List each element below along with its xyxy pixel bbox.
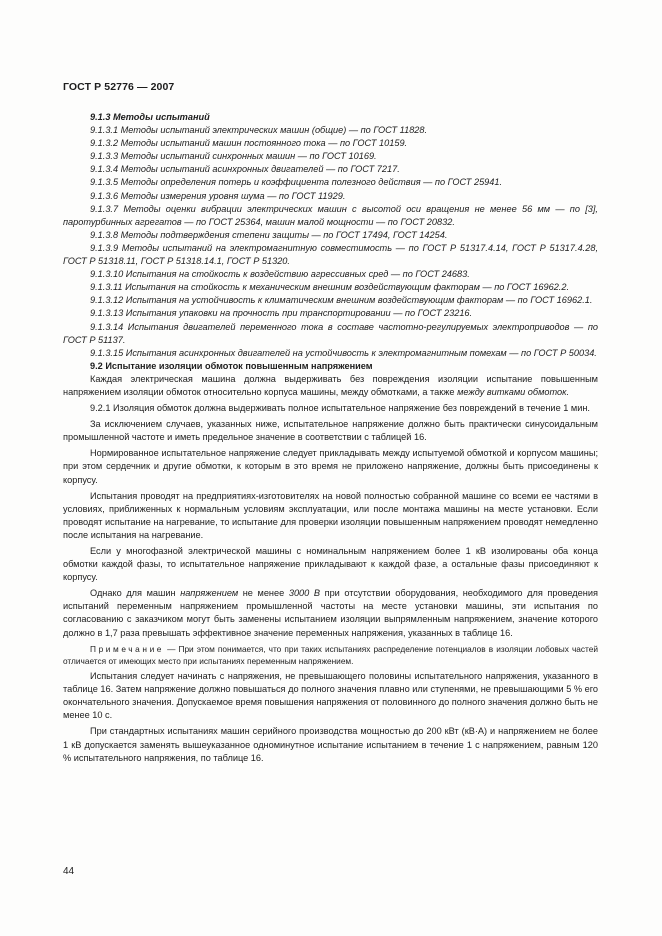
- list-item: 9.1.3.3 Методы испытаний синхронных машин — по ГОСТ 10169.: [90, 151, 377, 162]
- list-item: 9.1.3.14 Испытания двигателей переменного тока в составе частотно-регулируемых электроприводов — по ГОСТ Р 51137.: [63, 321, 598, 345]
- note-label: Примечание: [90, 643, 165, 654]
- page-number: 44: [63, 866, 75, 877]
- list-item: 9.1.3.9 Методы испытаний на электромагнитную совместимость — по ГОСТ Р 51317.4.14, ГОСТ Р 51317.4.28, ГОСТ Р 51318.11, ГОСТ Р 51318.14.1, ГОСТ Р 51320.: [63, 242, 598, 267]
- paragraph: Если у многофазной электрической машины с номинальным напряжением более 1 кВ изолированы оба конца обмотки каждой фазы, то испытательное напряжение прикладывают к каждой фазе, а остальные фазы присоединяют к корпусу.: [63, 546, 598, 583]
- list-item: 9.1.3.1 Методы испытаний электрических машин (общие) — по ГОСТ 11828.: [90, 125, 428, 136]
- note: [63, 643, 598, 667]
- paragraph: При стандартных испытаниях машин серийного производства мощностью до 200 кВт (кВ·А) и напряжением не более 1 кВ допускается заменять вышеуказанное одноминутное испытание испытанием в течение 1 с напряжением, равным 120 % испытательного напряжения, по таблице 16.: [63, 726, 598, 763]
- list-item: 9.1.3.6 Методы измерения уровня шума — по ГОСТ 11929.: [90, 190, 346, 201]
- section-title-insulation-test: 9.2 Испытание изоляции обмоток повышенным напряжением: [90, 360, 373, 371]
- paragraph: Нормированное испытательное напряжение следует прикладывать между испытуемой обмоткой и корпусом машины; при этом сердечник и другие обмотки, к которым в это время не приложено напряжение, должны быть присоединены к корпусу.: [63, 448, 598, 485]
- list-item: 9.1.3.4 Методы испытаний асинхронных двигателей — по ГОСТ 7217.: [90, 164, 400, 175]
- list-item: 9.1.3.13 Испытания упаковки на прочность при транспортировании — по ГОСТ 23216.: [90, 308, 473, 319]
- list-item: 9.1.3.15 Испытания асинхронных двигателей на устойчивость к электромагнитным помехам — по ГОСТ Р 50034.: [90, 347, 597, 358]
- list-item: 9.1.3.11 Испытания на стойкость к механическим внешним воздействующим факторам — по ГОСТ 16962.2.: [90, 282, 570, 293]
- list-item: 9.1.3.10 Испытания на стойкость к воздействию агрессивных сред — по ГОСТ 24683.: [90, 269, 470, 280]
- paragraph: Испытания проводят на предприятиях-изготовителях на новой полностью собранной машине со всеми ее частями в условиях, приближенных к нормальным условиям эксплуатации, или после монтажа машины на месте установки. Если проводят испытание на нагревание, то испытание для проверки изоляции повышенным напряжением проводят немедленно после испытания на нагревание.: [63, 490, 598, 540]
- document-body: [63, 111, 598, 765]
- list-item: 9.1.3.2 Методы испытаний машин постоянного тока — по ГОСТ 10159.: [90, 138, 408, 149]
- paragraph: За исключением случаев, указанных ниже, испытательное напряжение должно быть практически синусоидальным промышленной частоте и иметь предельное значение в соответствии с таблицей 16.: [63, 419, 598, 443]
- paragraph-emphasis: между витками обмоток.: [457, 386, 570, 397]
- list-item: 9.1.3.12 Испытания на устойчивость к климатическим внешним воздействующим факторам — по ГОСТ 16962.1.: [90, 295, 593, 306]
- paragraph: Однако для машин напряжением не менее 3000 В при отсутствии оборудования, необходимого для проведения испытаний переменным напряжением промышленной частоты на месте установки машины, эти испытания по согласованию с заказчиком могут быть заменены испытанием изоляции выпрямленным напряжением, значение которого должно в 1,7 раза превышать эффективное значение переменных напряжения, указанных в таблице 16.: [63, 588, 598, 638]
- paragraph: 9.2.1 Изоляция обмоток должна выдерживать полное испытательное напряжение без повреждений в течение 1 мин.: [90, 403, 590, 414]
- list-item: 9.1.3.7 Методы оценки вибрации электрических машин с высотой оси вращения не менее 56 мм — по [3], паротурбинных агрегатов — по ГОСТ 25364, машин малой мощности — по ГОСТ 20832.: [63, 203, 598, 227]
- list-item: 9.1.3.8 Методы подтверждения степени защиты — по ГОСТ 17494, ГОСТ 14254.: [90, 229, 448, 240]
- list-item: 9.1.3.5 Методы определения потерь и коэффициента полезного действия — по ГОСТ 25941.: [90, 177, 503, 188]
- paragraph: Испытания следует начинать с напряжения, не превышающего половины испытательного напряжения, указанного в таблице 16. Затем напряжение должно повышаться до полного значения плавно или ступенями, не превышающими 5 % его окончательного значения. Допускаемое время повышения напряжения от половинного до полного значения должно быть не менее 10 с.: [63, 671, 598, 721]
- paragraph: [63, 373, 598, 399]
- document-header: ГОСТ Р 52776 — 2007: [63, 81, 175, 93]
- note-text: — При этом понимается, что при таких испытаниях распределение потенциалов в изоляции лобовых частей отличается от имеющих место при испытаниях переменным напряжением.: [63, 643, 598, 666]
- section-title-methods: 9.1.3 Методы испытаний: [90, 112, 210, 122]
- paragraph-text: Каждая электрическая машина должна выдерживать без повреждения изоляции испытание повышенным напряжением изоляции обмоток относительно корпуса машины, между обмотками, а также: [63, 373, 598, 397]
